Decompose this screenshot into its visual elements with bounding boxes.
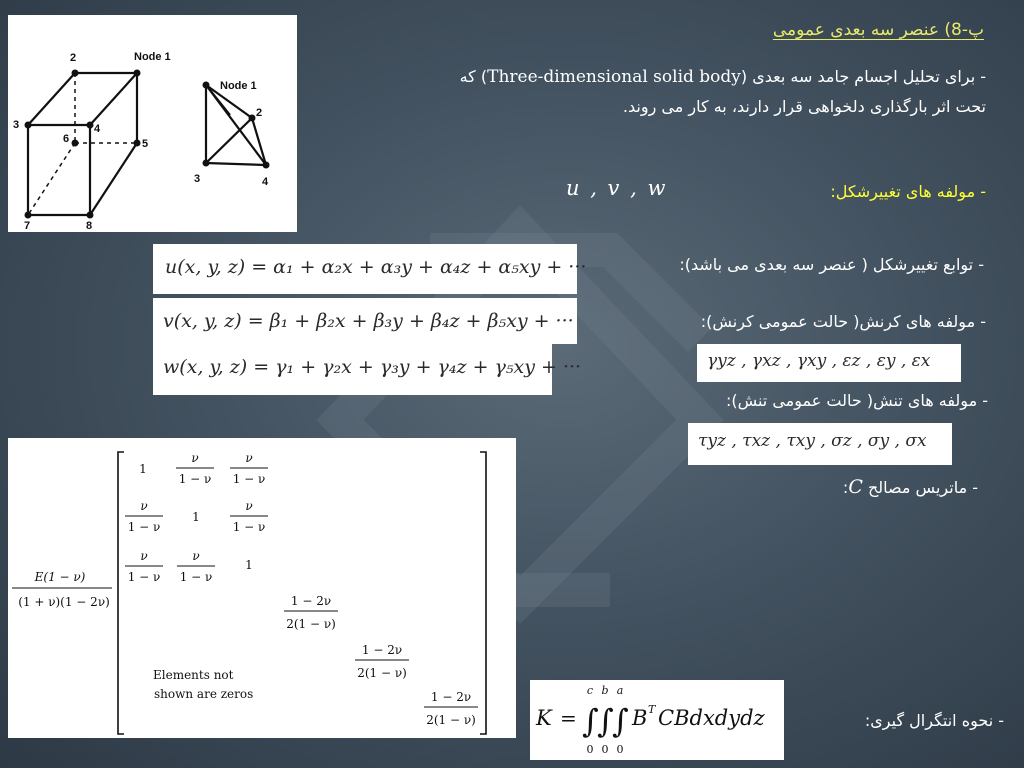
svg-text:ν: ν xyxy=(140,499,148,513)
svg-text:ν: ν xyxy=(140,549,148,563)
functions-label: - توابع تغییرشکل ( عنصر سه بعدی می باشد): xyxy=(679,255,984,274)
lower-limit: 0 xyxy=(601,743,609,756)
svg-text:1 − ν: 1 − ν xyxy=(127,520,161,534)
svg-text:2(1 − ν): 2(1 − ν) xyxy=(357,666,407,680)
matrix-one: 1 xyxy=(192,510,200,524)
w-function: w(x, y, z) = γ₁ + γ₂x + γ₃y + γ₄z + γ₅xy + ··· xyxy=(163,356,582,378)
upper-limit: b xyxy=(601,684,609,697)
stress-formula: τyz , τxz , τxy , σz , σy , σx xyxy=(698,431,927,451)
cube-node-label: 2 xyxy=(70,52,77,64)
cube-node-label: 6 xyxy=(63,133,70,145)
w-function-box xyxy=(153,344,582,395)
material-symbol: C xyxy=(848,476,863,498)
svg-text:∫: ∫ xyxy=(612,702,629,740)
displacement-vars: u , v , w xyxy=(566,176,668,200)
matrix-factor-den: (1 + ν)(1 − 2ν) xyxy=(18,595,110,609)
svg-text:=: = xyxy=(560,706,577,730)
matrix-one: 1 xyxy=(245,558,253,572)
svg-text:B: B xyxy=(632,706,648,730)
tetra-node-label: 2 xyxy=(256,107,263,119)
material-matrix xyxy=(8,438,516,738)
lower-limit: 0 xyxy=(586,743,594,756)
strain-formula: γyz , γxz , γxy , εz , εy , εx xyxy=(707,351,931,371)
matrix-svg xyxy=(8,438,516,738)
svg-text:1 − 2ν: 1 − 2ν xyxy=(430,690,472,704)
cube-node-label: 3 xyxy=(13,119,20,131)
upper-limit: a xyxy=(616,684,624,697)
svg-text:1 − ν: 1 − ν xyxy=(232,520,266,534)
lower-limit: 0 xyxy=(616,743,624,756)
material-label: - ماتریس مصالح C: xyxy=(842,476,978,498)
intro-line-2: تحت اثر بارگذاری دلخواهی قرار دارند، به کار می روند. xyxy=(622,97,986,116)
displacement-label: - مولفه های تغییرشکل: xyxy=(830,182,986,201)
cube-node-label: 4 xyxy=(94,123,101,135)
svg-text:1 − ν: 1 − ν xyxy=(178,472,212,486)
u-function-box xyxy=(153,244,587,294)
cube-node-label: 5 xyxy=(142,138,149,150)
stress-formula-box xyxy=(688,423,952,465)
svg-text:2(1 − ν): 2(1 − ν) xyxy=(426,713,476,727)
u-function: u(x, y, z) = α₁ + α₂x + α₃y + α₄z + α₅xy + ··· xyxy=(165,256,587,278)
stress-label: - مولفه های تنش( حالت عمومی تنش): xyxy=(725,391,988,410)
element-diagram xyxy=(8,15,297,232)
vw-function-box xyxy=(153,298,577,344)
svg-text:T: T xyxy=(648,703,656,716)
upper-limit: c xyxy=(586,684,594,697)
svg-text:1 − 2ν: 1 − 2ν xyxy=(290,594,332,608)
svg-text:ν: ν xyxy=(245,499,253,513)
tetra-node-label: 3 xyxy=(194,173,201,185)
svg-text:1 − ν: 1 − ν xyxy=(179,570,213,584)
intro-line-1: - برای تحلیل اجسام جامد سه بعدی (Three-dimensional solid body) که xyxy=(459,67,986,87)
svg-text:1 − ν: 1 − ν xyxy=(127,570,161,584)
element-figure xyxy=(8,15,297,232)
intro-paragraph xyxy=(286,62,986,122)
slide-title: پ-8) عنصر سه بعدی عمومی xyxy=(772,20,984,40)
svg-text:1 − ν: 1 − ν xyxy=(232,472,266,486)
svg-text:ν: ν xyxy=(191,451,199,465)
strain-formula-box xyxy=(697,344,961,382)
svg-text:2(1 − ν): 2(1 − ν) xyxy=(286,617,336,631)
matrix-note-line1: Elements not xyxy=(153,668,234,682)
cube-node-label: 8 xyxy=(86,220,93,232)
v-function: v(x, y, z) = β₁ + β₂x + β₃y + β₄z + β₅xy + ··· xyxy=(163,310,574,332)
svg-text:ν: ν xyxy=(245,451,253,465)
stiffness-symbol: K xyxy=(536,706,552,730)
svg-text:∫: ∫ xyxy=(597,702,614,740)
cube-node-label: 7 xyxy=(24,220,31,232)
intro-english: Three-dimensional solid body xyxy=(487,67,741,87)
integration-formula xyxy=(530,680,784,760)
svg-text:∫: ∫ xyxy=(582,702,599,740)
matrix-one: 1 xyxy=(139,462,147,476)
matrix-factor-num: E(1 − ν) xyxy=(34,570,86,584)
svg-text:1 − 2ν: 1 − 2ν xyxy=(361,643,403,657)
strain-label: - مولفه های کرنش( حالت عمومی کرنش): xyxy=(700,312,986,331)
cube-node-label: Node 1 xyxy=(134,51,171,63)
matrix-note-line2: shown are zeros xyxy=(154,687,254,701)
integrand: CBdxdydz xyxy=(658,706,765,730)
integration-label: - نحوه انتگرال گیری: xyxy=(864,711,1004,730)
integration-formula-box xyxy=(530,680,784,760)
svg-text:ν: ν xyxy=(192,549,200,563)
tetra-node-label: 4 xyxy=(262,176,269,188)
tetra-node-label: Node 1 xyxy=(220,80,257,92)
